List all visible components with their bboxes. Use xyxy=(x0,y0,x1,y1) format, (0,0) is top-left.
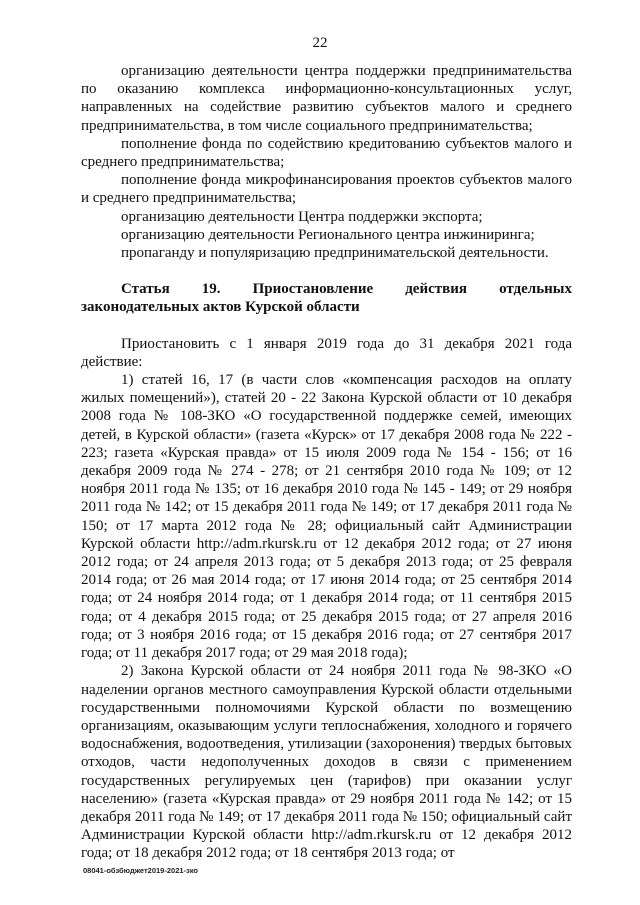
paragraph: организацию деятельности Регионального центра инжиниринга; xyxy=(121,226,535,243)
paragraph: пополнение фонда микрофинансирования проектов субъектов малого и среднего предпринимательства; xyxy=(81,172,572,207)
list-item: 1) статей 16, 17 (в части слов «компенсация расходов на оплату жилых помещений»), статей 20 - 22 Закона Курской области от 10 декабря 2008 года № 108-ЗКО «О государственной поддержке семей, имеющих детей, в Курской области» (газета «Курск» от 17 декабря 2008 года № 222 - 223; газета «Курская правда» от 15 июля 2009 года № 154 - 156; от 16 декабря 2009 года № 274 - 278; от 21 сентября 2010 года № 109; от 12 ноября 2011 года № 135; от 16 декабря 2010 года № 145 - 149; от 29 ноября 2011 года № 142; от 15 декабря 2011 года № 149; от 17 декабря 2011 года № 150; от 17 марта 2012 года № 28; официальный сайт Администрации Курской области http://adm.rkursk.ru от 12 декабря 2012 года; от 27 июня 2012 года; от 24 апреля 2013 года; от 5 декабря 2013 года; от 25 февраля 2014 года; от 26 мая 2014 года; от 17 июня 2014 года; от 25 сентября 2014 года; от 24 ноября 2014 года; от 1 декабря 2014 года; от 11 сентября 2015 года; от 4 декабря 2015 года; от 25 декабря 2015 года; от 27 апреля 2016 года; от 3 ноября 2016 года; от 15 декабря 2016 года; от 27 сентября 2017 года; от 11 декабря 2017 года; от 29 мая 2018 года); xyxy=(81,372,572,662)
article-heading: Статья 19. Приостановление действия отдельных законодательных актов Курской области xyxy=(81,281,572,316)
paragraph: организацию деятельности центра поддержки предпринимательства по оказанию комплекса информационно-консультационных услуг, направленных на содействие развитию субъектов малого и среднего предпринимательства, в том числе социального предпринимательства; xyxy=(81,63,572,134)
document-body xyxy=(81,62,572,863)
paragraph: пропаганду и популяризацию предпринимательской деятельности. xyxy=(121,245,549,262)
paragraph: пополнение фонда по содействию кредитованию субъектов малого и среднего предпринимательства; xyxy=(81,135,572,171)
list-item: 2) Закона Курской области от 24 ноября 2011 года № 98-ЗКО «О наделении органов местного самоуправления Курской области отдельными государственными полномочиями Курской области по возмещению организациям, оказывающим услуги теплоснабжения, холодного и горячего водоснабжения, водоотведения, утилизации (захоронения) твердых бытовых отходов, части недополученных доходов в связи с применением государственных регулируемых цен (тарифов) при оказании услуг населению» (газета «Курская правда» от 29 ноября 2011 года № 142; от 15 декабря 2011 года № 149; от 17 декабря 2011 года № 150; официальный сайт Администрации Курской области http://adm.rkursk.ru от 12 декабря 2012 года; от 18 декабря 2012 года; от 18 сентября 2013 года; от xyxy=(81,663,572,862)
paragraph: организацию деятельности Центра поддержки экспорта; xyxy=(121,208,483,225)
page-number: 22 xyxy=(312,35,328,51)
document-footer-code: 08041-обзбюджет2019-2021-зко xyxy=(83,866,199,875)
article-intro: Приостановить с 1 января 2019 года до 31 декабря 2021 года действие: xyxy=(81,335,572,370)
